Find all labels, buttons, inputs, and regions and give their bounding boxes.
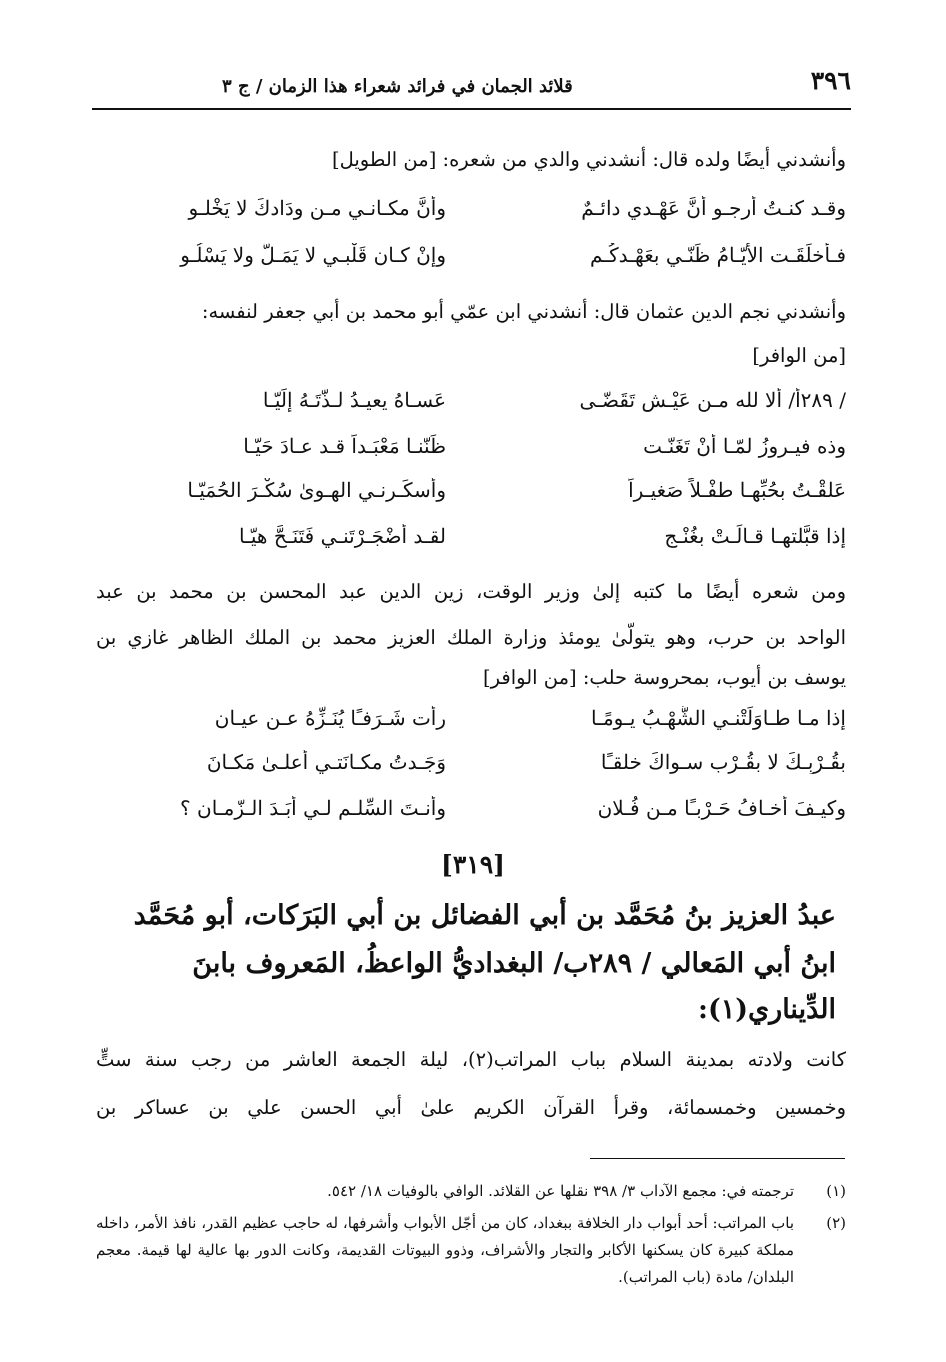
verse-second-hemistich: ظَنّنـا مَعْبَـداً قـد عـادَ حَيّـا xyxy=(243,434,446,458)
footnote-divider xyxy=(590,1158,845,1159)
page-number: ٣٩٦ xyxy=(810,66,851,95)
running-title: قلائد الجمان في فرائد شعراء هذا الزمان / ج ٣ xyxy=(222,76,573,97)
footnote-number: (٢) xyxy=(826,1214,846,1232)
verse-first-hemistich: وقـد كنـتُ أرجـو أنَّ عَهْـدي دائـمٌ xyxy=(581,196,846,220)
verse-first-hemistich: وكيـفَ أخـافُ حَـرْبـًا مـن فُـلان xyxy=(597,796,846,820)
entry-title-line: ابنُ أبي المَعالي / ٢٨٩ب/ البغداديُّ الواعظُ، المَعروف بابنَ xyxy=(192,948,836,979)
running-header xyxy=(92,62,851,110)
verse-line xyxy=(96,434,846,474)
footnote-text: ترجمته في: مجمع الآداب ٣/ ٣٩٨ نقلها عن القلائد. الوافي بالوفيات ١٨/ ٥٤٢. xyxy=(327,1182,794,1200)
verse-line xyxy=(96,750,846,790)
verse-second-hemistich: لقـد أضْجَـرْتَنـي فَتَنَـحَّ هيّـا xyxy=(238,524,446,548)
footnote xyxy=(96,1178,846,1205)
verse-second-hemistich: رأت شَـرَفـًا يُنَـزِّهُ عـن عيـان xyxy=(214,706,446,730)
intro-paragraph-3-line: يوسف بن أيوب، بمحروسة حلب: [من الوافر] xyxy=(483,666,846,689)
entry-body-line: كانت ولادته بمدينة السلام بباب المراتب(٢)، ليلة الجمعة العاشر من رجب سنة ستٍّ xyxy=(96,1048,846,1071)
verse-line xyxy=(96,243,846,283)
verse-second-hemistich: وأنَّ مكـانـي مـن ودَادكَ لا يَخْلـو xyxy=(188,196,446,220)
intro-paragraph-3-line: الواحد بن حرب، وهو يتولّىٰ يومئذ وزارة الملك العزيز محمد بن الملك الظاهر غازي بن xyxy=(96,626,846,649)
verse-line xyxy=(96,196,846,236)
verse-second-hemistich: وأنـتَ السِّلـم لـي أبَـدَ الـزّمـان ؟ xyxy=(180,796,446,820)
verse-first-hemistich: إذا مـا طـاوَلَتْنـي الشُّهْـبُ يـومًـا xyxy=(591,706,846,730)
verse-first-hemistich: إذا قبَّلتهـا قـالَـتْ بغُنْـجٍ xyxy=(664,524,846,548)
verse-second-hemistich: عَسـاهُ يعيـدُ لـذّتَـهُ إلَيّـا xyxy=(262,388,446,412)
verse-second-hemistich: وإنْ كـان قَلْبـي لا يَمَـلُّ ولا يَسْلُـو xyxy=(180,243,446,267)
footnote-text: باب المراتب: أحد أبواب دار الخلافة ببغداد، كان من أجّل الأبواب وأشرفها، له حاجب عظيم القدر، نافذ الأمر، داخله مملكة كبيرة كان يسكنها الأكابر والتجار والأشراف، وذوو البيوتات القديمة، وكانت الدور بها عالية لها قيمة. معجم البلدان/ مادة (باب المراتب). xyxy=(96,1214,794,1286)
verse-second-hemistich: وَجَـدتُ مكـانَتـي أعلـىٰ مَكـانَ xyxy=(206,750,446,774)
verse-second-hemistich: وأسكَـرنـي الهـوىٰ سُكْـرَ الحُمَيّـا xyxy=(187,478,446,502)
entry-number: [٣١٩] xyxy=(441,850,505,879)
entry-title-line: الدِّيناري(١): xyxy=(697,994,836,1025)
entry-body-line: وخمسين وخمسمائة، وقرأ القرآن الكريم علىٰ أبي الحسن علي بن عساكر بن xyxy=(96,1096,846,1119)
verse-first-hemistich: عَلقْـتُ بحُبِّهـا طفْـلاً صَغيـراً xyxy=(628,478,846,502)
meter-label: [من الوافر] xyxy=(752,344,846,367)
verse-line xyxy=(96,478,846,518)
footnote-number: (١) xyxy=(826,1182,846,1200)
verse-first-hemistich: / ٢٨٩أ/ ألا لله مـن عَيْـش تَقَضّـى xyxy=(579,388,846,412)
intro-paragraph-3-line: ومن شعره أيضًا ما كتبه إلىٰ وزير الوقت، زين الدين عبد المحسن بن محمد بن عبد xyxy=(96,580,846,603)
intro-paragraph-2: وأنشدني نجم الدين عثمان قال: أنشدني ابن عمّي أبو محمد بن أبي جعفر لنفسه: xyxy=(201,300,846,323)
verse-first-hemistich: بقُـرْبِـكَ لا بقُـرْب سـواكَ خلقـًا xyxy=(600,750,846,774)
intro-paragraph-1: وأنشدني أيضًا ولده قال: أنشدني والدي من شعره: [من الطويل] xyxy=(331,148,846,171)
verse-line xyxy=(96,524,846,564)
verse-line xyxy=(96,706,846,746)
footnote xyxy=(96,1210,846,1291)
entry-title-line: عبدُ العزيز بنُ مُحَمَّد بن أبي الفضائل بن أبي البَرَكات، أبو مُحَمَّد xyxy=(133,900,836,931)
verse-first-hemistich: فـأخلَقَـت الأيّـامُ ظَنّـي بعَهْـدكُـم xyxy=(589,243,846,267)
verse-first-hemistich: وذه فيـروزُ لمّـا أنْ تَغَنّـت xyxy=(643,434,846,458)
verse-line xyxy=(96,388,846,428)
verse-line xyxy=(96,796,846,836)
